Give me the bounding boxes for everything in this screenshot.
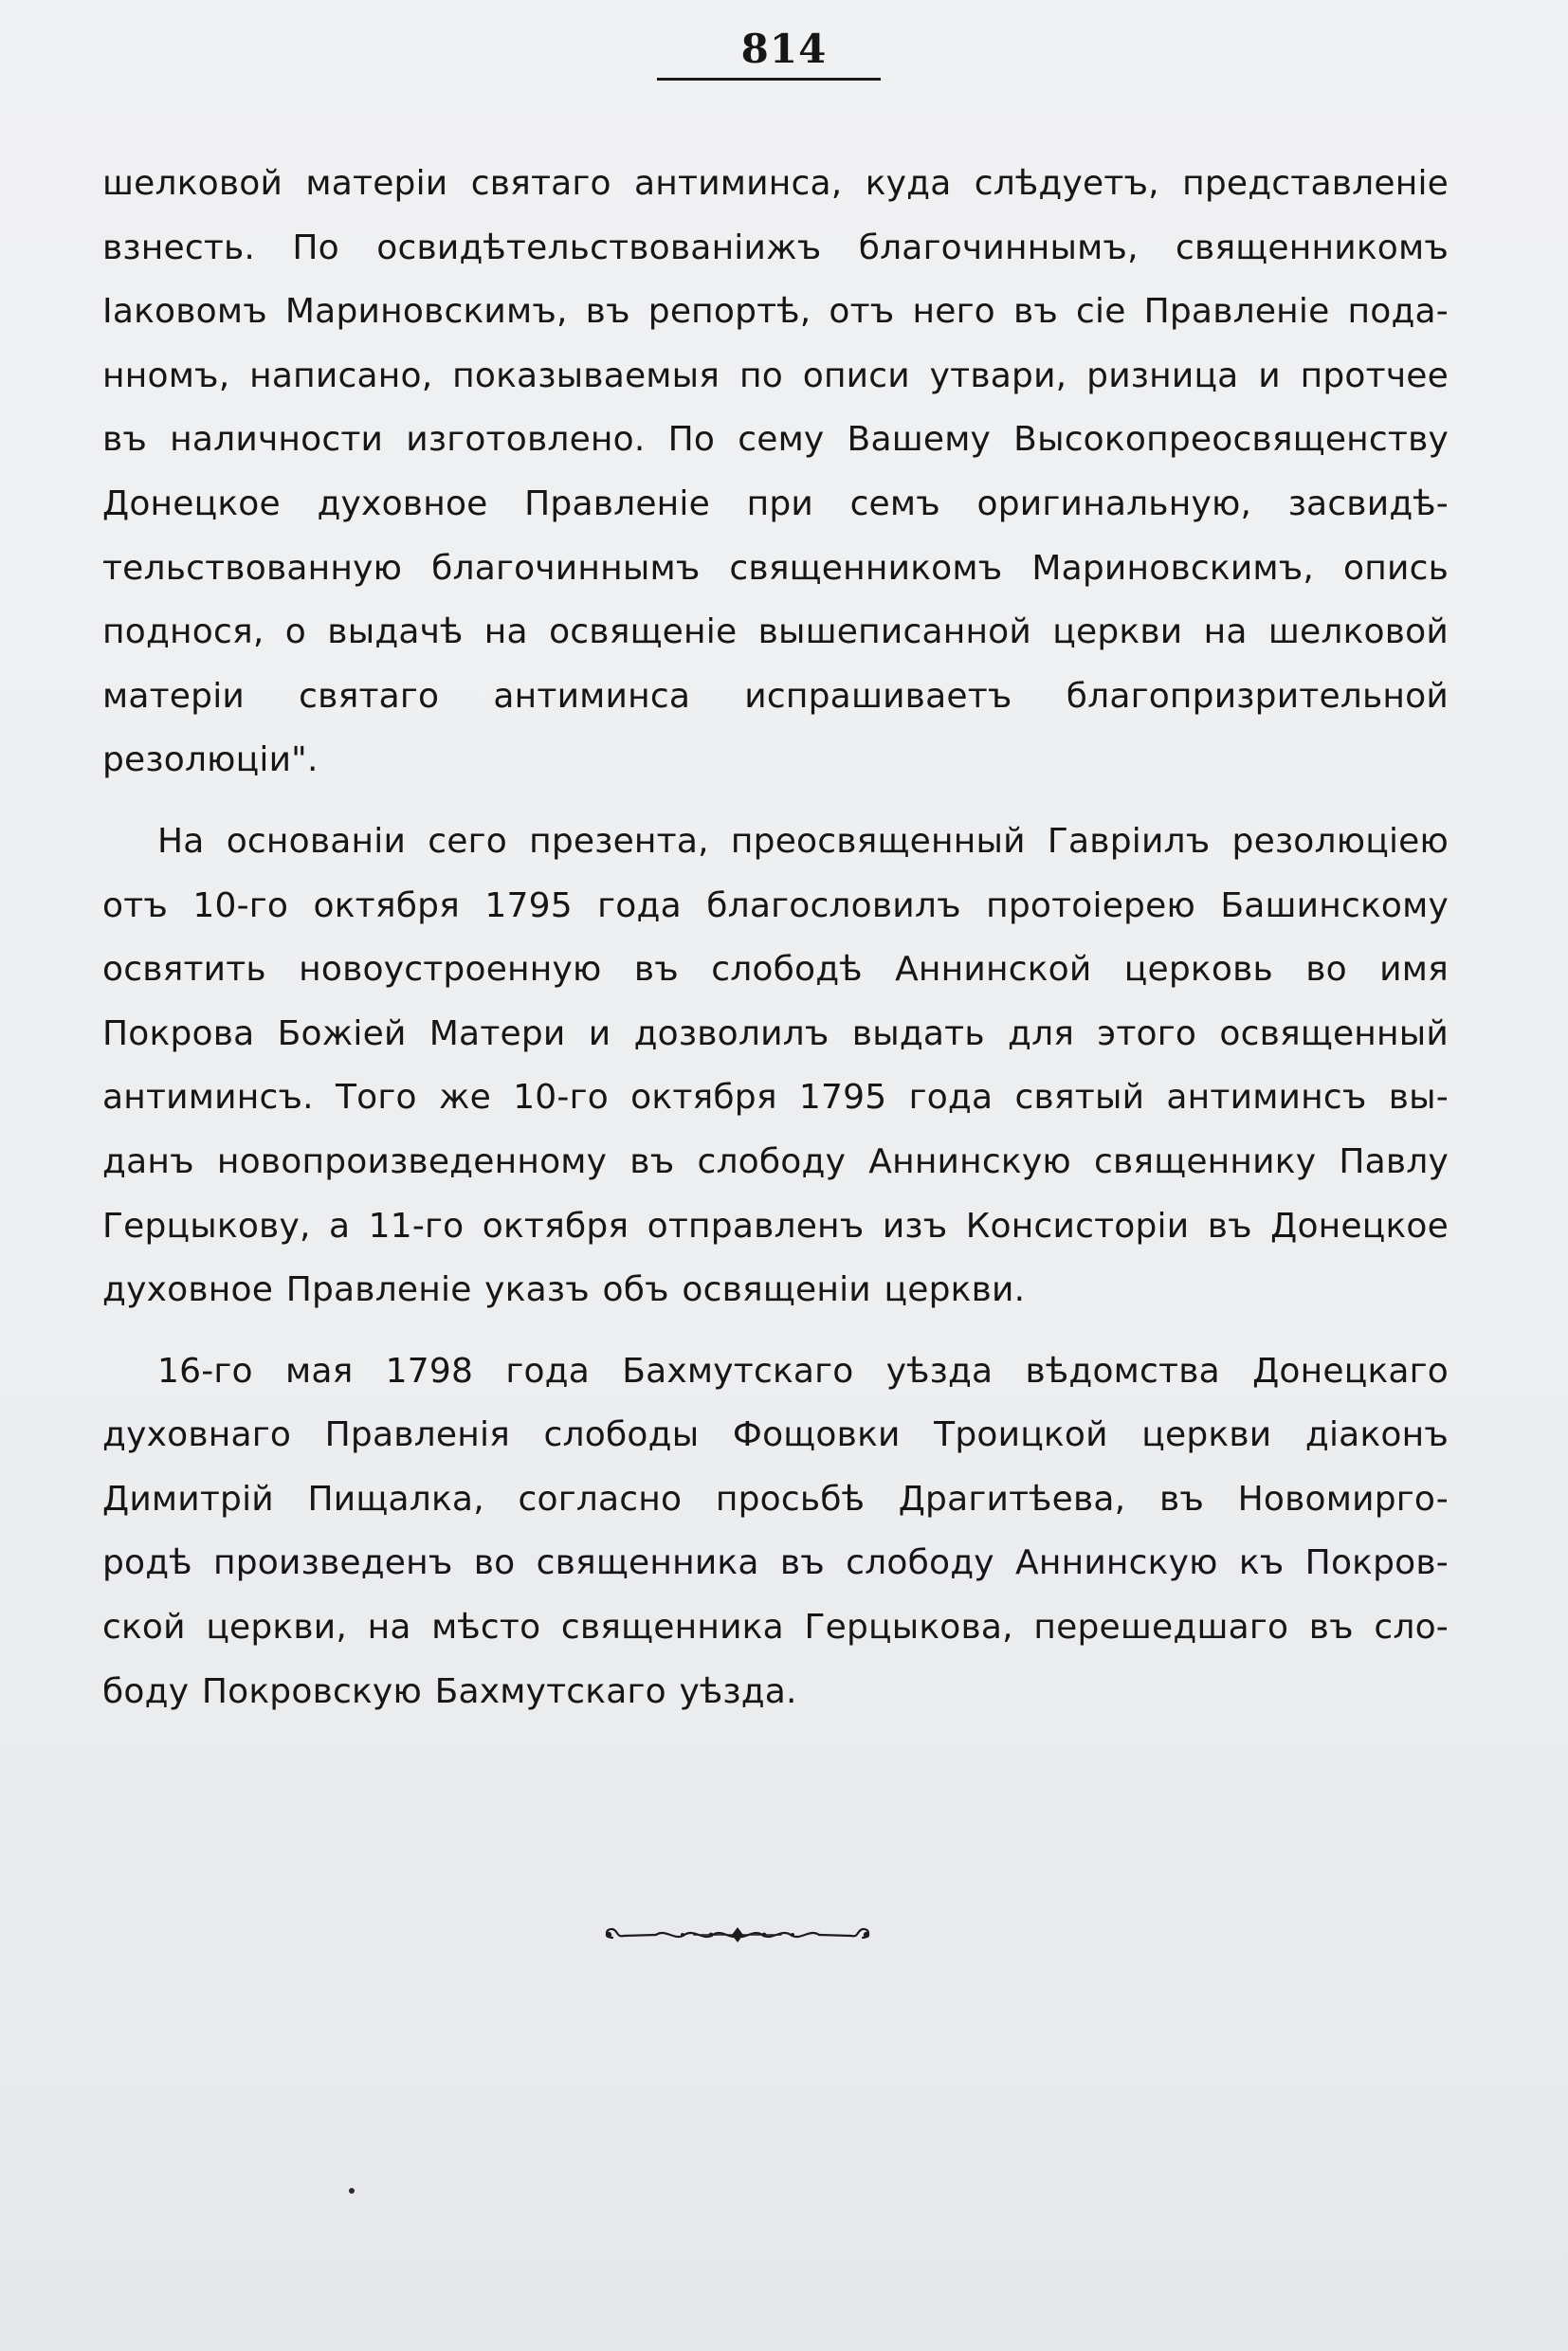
text-line: взнесть. По освидѣтельствованiижъ благочиннымъ, священникомъ [102,228,1449,267]
text-line: духовное Правленiе указъ объ освященiи церкви. [102,1270,1026,1310]
paragraph-1 [102,152,1449,793]
paragraph-3 [102,1340,1449,1724]
text-line: поднося, о выдачѣ на освященiе вышеписанной церкви на шелковой [102,612,1449,652]
text-line: 16-го мая 1798 года Бахмутскаго уѣзда вѣдомства Донецкаго [157,1351,1449,1391]
text-line: въ наличности изготовлено. По сему Вашему Высокопреосвященству [102,420,1449,460]
text-line: ской церкви, на мѣсто священника Герцыкова, перешедшаго въ сло- [102,1608,1449,1648]
text-line: данъ новопроизведенному въ слободу Аннинскую священнику Павлу [102,1141,1449,1181]
body-text [102,152,1449,1723]
text-line: Герцыкову, а 11-го октября отправленъ изъ Консисторiи въ Донецкое [102,1206,1449,1246]
text-line: Покрова Божiей Матери и дозволилъ выдать для этого освященный [102,1013,1449,1053]
text-line: На основанiи сего презента, преосвященный Гаврiилъ резолюцiею [157,821,1449,861]
text-line: родѣ произведенъ во священника въ слободу Аннинскую къ Покров- [102,1543,1449,1583]
ornamental-divider-icon [599,1917,876,1953]
text-line: тельствованную благочиннымъ священникомъ Мариновскимъ, опись [102,548,1449,588]
text-line: резолюцiи". [102,740,319,780]
page-header [0,25,1568,82]
paragraph-gap [102,1322,1449,1340]
text-line: духовнаго Правленiя слободы Фощовки Троицкой церкви дiаконъ [102,1415,1449,1455]
text-line: боду Покровскую Бахмутскаго уѣзда. [102,1671,797,1711]
text-line: антиминсъ. Того же 10-го октября 1795 года святый антиминсъ вы- [102,1078,1449,1118]
header-rule [657,78,881,81]
text-line: шелковой матерiи святаго антиминса, куда слѣдуетъ, представленiе [102,164,1449,203]
ink-speck [349,2188,355,2194]
text-line: отъ 10-го октября 1795 года благословилъ протоiерею Башинскому [102,885,1449,925]
paragraph-2 [102,810,1449,1322]
text-line: нномъ, написано, показываемыя по описи утвари, ризница и протчее [102,355,1449,395]
text-line: Димитрiй Пищалка, согласно просьбѣ Драгитѣева, въ Новомиргo- [102,1479,1449,1519]
page-number: 814 [740,26,828,72]
text-line: матерiи святаго антиминса испрашиваетъ благопризрительной [102,676,1449,716]
text-line: Донецкое духовное Правленiе при семъ оригинальную, засвидѣ- [102,483,1449,523]
paragraph-gap [102,793,1449,810]
text-line: освятить новоустроенную въ слободѣ Аннинской церковь во имя [102,950,1449,990]
text-line: Iаковомъ Мариновскимъ, въ репортѣ, отъ него въ сiе Правленiе пода- [102,292,1449,332]
